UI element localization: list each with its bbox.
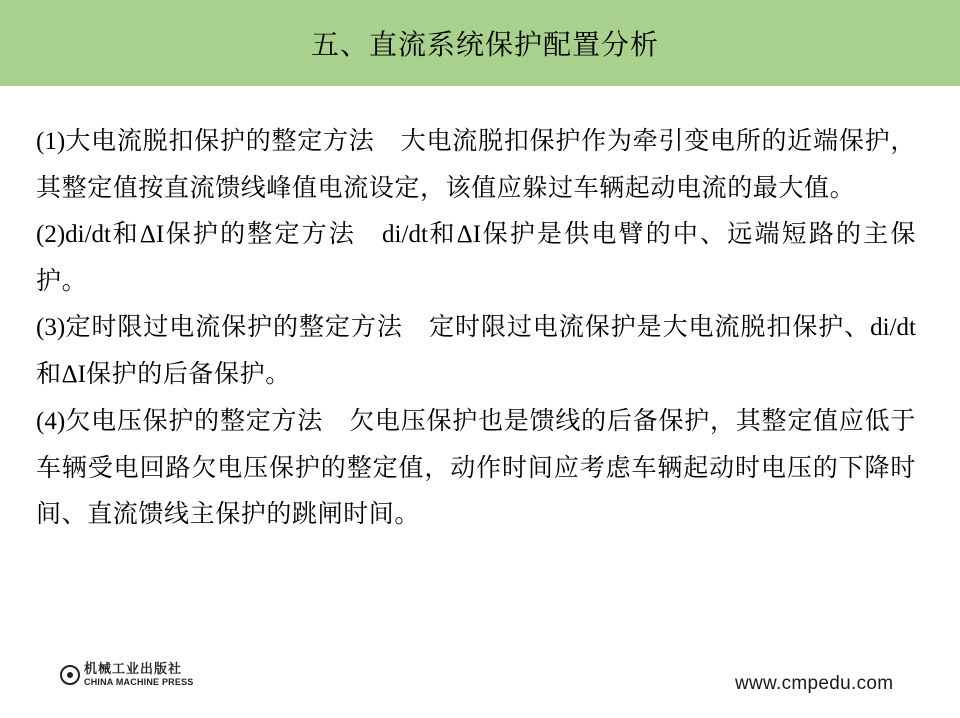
paragraph-heading: 大电流脱扣保护的整定方法 bbox=[65, 126, 375, 155]
paragraph-heading: 欠电压保护的整定方法 bbox=[65, 406, 324, 435]
paragraph-2 bbox=[36, 211, 916, 304]
formula-di-dt: di/dt bbox=[65, 221, 111, 248]
formula-di-dt: di/dt bbox=[382, 221, 428, 248]
paragraph-number: (1) bbox=[36, 128, 66, 155]
paragraph-body: 保护是供电臂的中、远端短路的主保护。 bbox=[36, 219, 916, 295]
paragraph-heading: 保护的整定方法 bbox=[164, 219, 357, 248]
delta-i-symbol: ΔI bbox=[61, 361, 87, 388]
paragraph-body: 欠电压保护也是馈线的后备保护，其整定值应低于车辆受电回路欠电压保护的整定值，动作时间应考虑车辆起动时电压的下降时间、直流馈线主保护的跳闸时间。 bbox=[36, 406, 916, 528]
title-bar bbox=[0, 0, 960, 86]
page-title: 五、直流系统保护配置分析 bbox=[310, 28, 659, 61]
paragraph-3 bbox=[36, 304, 916, 398]
paragraph-number: (3) bbox=[36, 314, 66, 341]
conjunction-text: 和 bbox=[111, 219, 140, 248]
publisher-name-en: CHINA MACHINE PRESS bbox=[84, 677, 194, 687]
paragraph-1 bbox=[36, 118, 916, 211]
website-url: www.cmpedu.com bbox=[735, 673, 894, 694]
paragraph-heading: 定时限过电流保护的整定方法 bbox=[65, 312, 403, 341]
content-body bbox=[36, 118, 916, 537]
formula-di-dt: di/dt bbox=[870, 314, 916, 341]
publisher-name-cn: 机械工业出版社 bbox=[84, 662, 183, 677]
paragraph-body: 定时限过电流保护是大电流脱扣保护、 bbox=[428, 312, 871, 341]
paragraph-body-end: 保护的后备保护。 bbox=[86, 359, 291, 388]
paragraph-body: 大电流脱扣保护作为牵引变电所的近端保护，其整定值按直流馈线峰值电流设定，该值应躲过车辆起动电流的最大值。 bbox=[36, 126, 916, 202]
paragraph-4 bbox=[36, 398, 916, 537]
delta-i-symbol: ΔI bbox=[139, 221, 165, 248]
paragraph-number: (2) bbox=[36, 221, 66, 248]
publisher-emblem-icon bbox=[60, 665, 80, 685]
conjunction-text: 和 bbox=[36, 359, 62, 388]
paragraph-number: (4) bbox=[36, 408, 66, 435]
conjunction-text: 和 bbox=[427, 219, 457, 248]
delta-i-symbol: ΔI bbox=[456, 221, 482, 248]
publisher-logo bbox=[60, 663, 193, 687]
publisher-name bbox=[84, 663, 193, 687]
